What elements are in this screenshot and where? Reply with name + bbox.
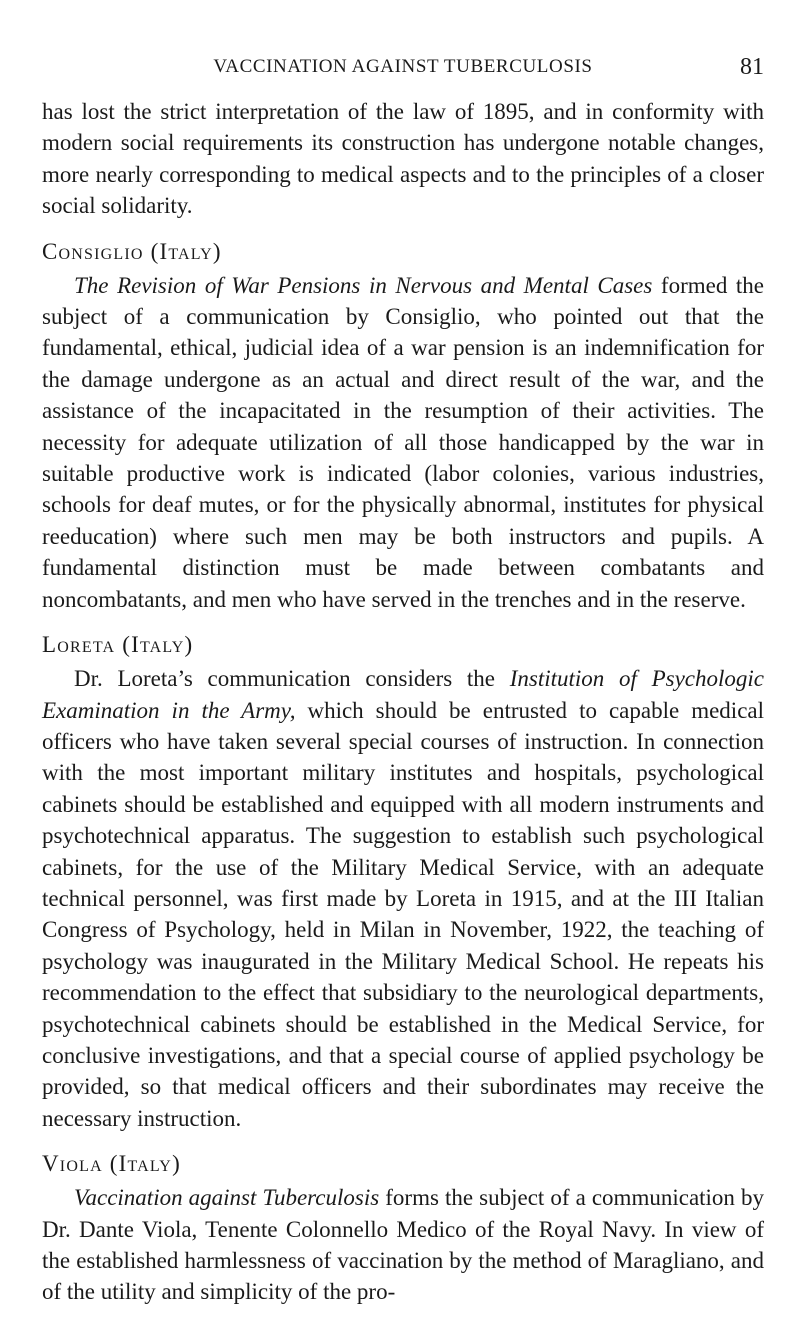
page-number: 81: [740, 54, 764, 80]
intro-paragraph: has lost the strict interpretation of the law of 1895, and in conformity with modern social requirements its construction has undergone notable changes, more nearly corresponding to medical aspects and to the principles of a closer social solidarity.: [42, 99, 764, 219]
section-paragraph: [42, 663, 764, 1134]
section-paragraph: [42, 270, 764, 615]
running-title: VACCINATION AGAINST TUBERCULOSIS: [213, 56, 593, 77]
document-page: [42, 56, 764, 1308]
paper-title: Institution of Psychologic Examination in the Army,: [42, 666, 764, 723]
paragraph-text: formed the subject of a communication by Consiglio, who pointed out that the fundamental, ethical, judicial idea of a war pension is an indemnification for the damage undergone as an actual and direct result of the war, and the assistance of the incapacitated in the resumption of their activities. The necessity for adequate utilization of all those handicapped by the war in suitable productive work is indicated (labor colonies, various industries, schools for deaf mutes, or for the physically abnormal, institutes for physical reeducation) where such men may be both instructors and pupils. A fundamental distinction must be made between combatants and noncombatants, and men who have served in the trenches and in the reserve.: [42, 272, 764, 612]
paper-title: The Revision of War Pensions in Nervous and Mental Cases: [74, 272, 653, 298]
section-consiglio: [42, 236, 764, 615]
paragraph-text: which should be entrusted to capable medical officers who have taken several special courses of instruction. In connection with the most important military institutes and hospitals, psychological cabinets should be established and equipped with all modern instruments and psychotechnical apparatus. The suggestion to establish such psychological cabinets, for the use of the Military Medical Service, with an adequate technical personnel, was first made by Loreta in 1915, and at the III Italian Congress of Psychology, held in Milan in November, 1922, the teaching of psychology was inaugurated in the Military Medical School. He repeats his recommendation to the effect that subsidiary to the neurological departments, psychotechnical cabinets should be established in the Medical Service, for conclusive investigations, and that a special course of applied psychology be provided, so that medical officers and their subordinates may receive the necessary instruction.: [42, 697, 765, 1131]
section-paragraph: [42, 1182, 764, 1308]
section-viola: [42, 1148, 764, 1308]
section-loreta: [42, 629, 764, 1134]
section-heading: Consiglio (Italy): [42, 238, 222, 264]
section-heading: Viola (Italy): [42, 1151, 181, 1177]
paragraph-text: forms the subject of a communication by Dr. Dante Viola, Tenente Colonnello Medico of the Royal Navy. In view of the established harmlessness of vaccination by the method of Maragliano, and of the utility and simplicity of the pro-: [42, 1185, 764, 1305]
section-heading: Loreta (Italy): [42, 632, 194, 658]
paragraph-text: Dr. Loreta’s communication considers the: [74, 666, 495, 692]
paper-title: Vaccination against Tuberculosis: [74, 1185, 380, 1211]
running-header: [42, 56, 764, 86]
